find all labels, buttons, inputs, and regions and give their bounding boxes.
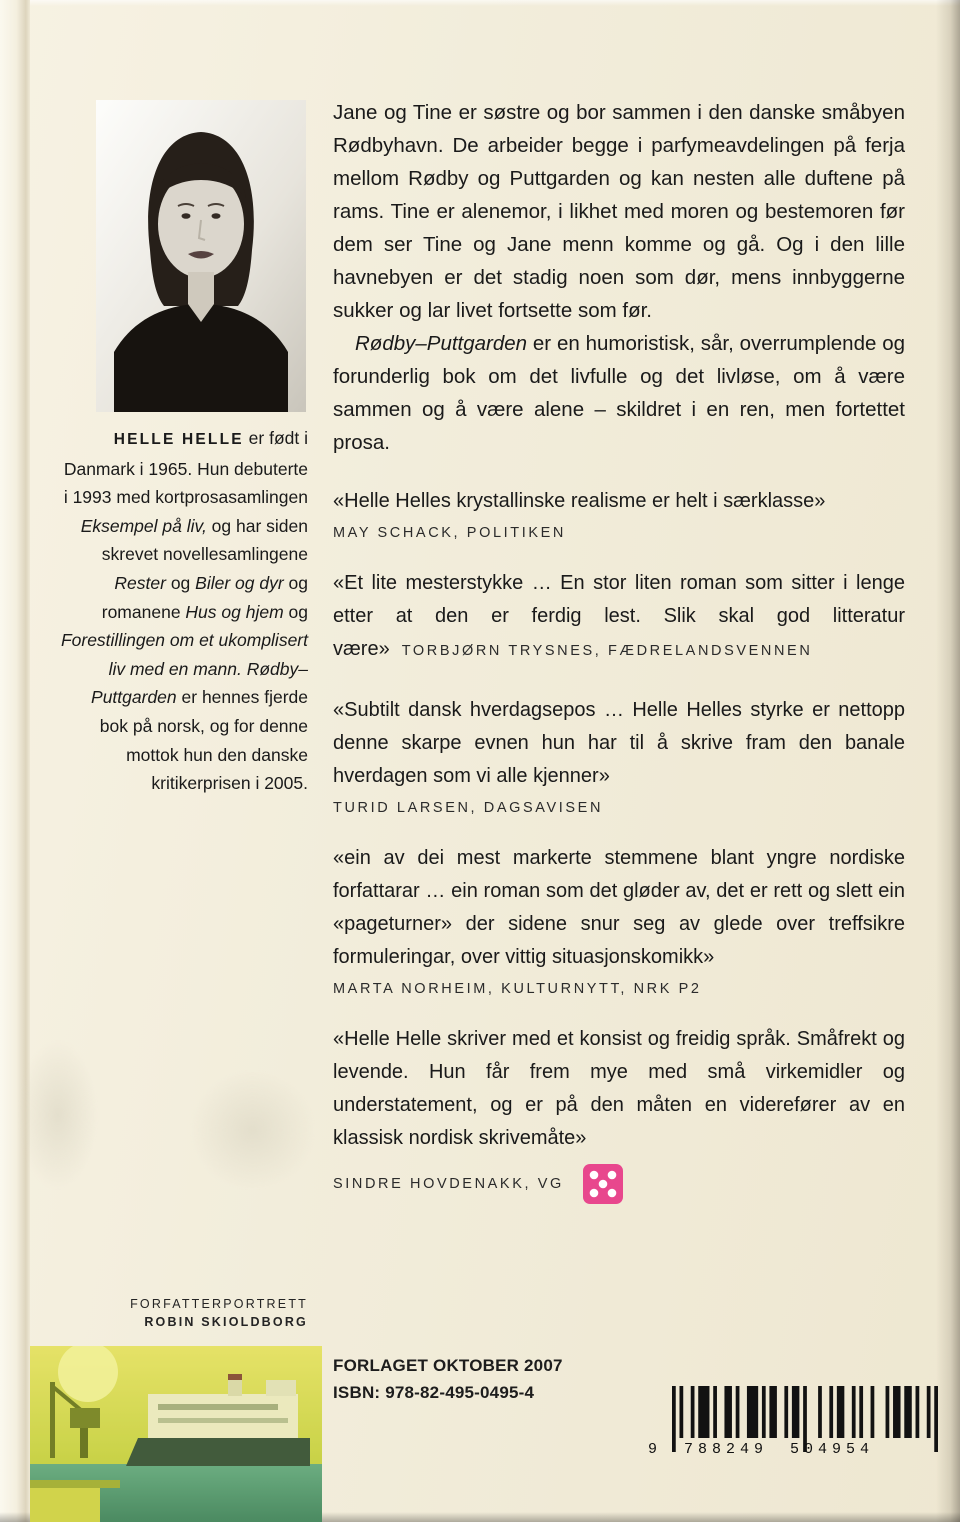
quote-attribution: MARTA NORHEIM, KULTURNYTT, NRK P2 (333, 981, 702, 997)
author-bio: HELLE HELLE er født i Danmark i 1965. Hun debuterte i 1993 med kortprosasamlingen Eksempel på liv, og har siden skrevet novellesamlingene Rester og Biler og dyr og romanene Hus og hjem og Forestillingen om et ukomplisert liv med en mann. Rødby–Puttgarden er hennes fjerde bok på norsk, og for denne mottok hun den danske kritikerprisen i 2005. (60, 428, 308, 794)
quote-text: «Helle Helles krystallinske realisme er helt i særklasse» (333, 490, 826, 512)
quote-attribution: TORBJØRN TRYSNES, FÆDRELANDSVENNEN (401, 643, 813, 659)
quote-text: «Subtilt dansk hverdagsepos … Helle Helles styrke er nettopp denne skarpe evnen hun har til å skrive fram den banale hverdagen som vi alle kjenner» (333, 699, 905, 787)
quote-attribution: TURID LARSEN, DAGSAVISEN (333, 800, 604, 816)
synopsis-paragraph-1: Jane og Tine er søstre og bor sammen i den danske småbyen Rødbyhavn. De arbeider begge i parfymeavdelingen på ferja mellom Rødby og Puttgarden og kan nesten alle duftene på rams. Tine er alenemor, i likhet med moren og bestemoren før dem ser Tine og Jane menn komme og gå. Og i den lille havnebyen er det stadig noen som dør, mens innbyggerne sukker og lar livet fortsette som før. (333, 101, 905, 322)
photo-credit-role: FORFATTERPORTRETT (130, 1297, 308, 1311)
page-edge-right (936, 0, 960, 1522)
quote-attribution: MAY SCHACK, POLITIKEN (333, 525, 566, 541)
book-title: Rødby–Puttgarden (355, 332, 528, 355)
publisher-line: FORLAGET OKTOBER 2007 (333, 1356, 563, 1375)
quote-attribution: SINDRE HOVDENAKK, VG (333, 1176, 564, 1192)
quote-text: «Helle Helle skriver med et konsist og freidig språk. Småfrekt og levende. Hun får frem mye med små virkemidler og understatement, og er på den måten en viderefører av en klassisk nordisk skrivemåte» (333, 1028, 905, 1149)
author-portrait-photo (96, 100, 306, 412)
main-text-column (333, 96, 905, 1205)
quote-text: «Et lite mesterstykke … En stor liten roman som sitter i lenge etter at den er ferdig lest. Slik skal god litteratur være» TORBJØRN TRYSNES, FÆDRELANDSVENNEN (333, 572, 905, 660)
scan-smudge (18, 1040, 98, 1190)
portrait-illustration (96, 100, 306, 412)
quote-attribution-row (333, 1163, 905, 1205)
ferry-photo (30, 1346, 322, 1522)
synopsis-paragraph-2: Rødby–Puttgarden er en humoristisk, sår, overrumplende og forunderlig bok om det livfulle og det livløse, om å være sammen og å være alene – skildret i en ren, men fortettet prosa. (333, 332, 905, 454)
quote-text: «ein av dei mest markerte stemmene blant yngre nordiske forfattarar … ein roman som det gløder av, det er rett og slett ein «pageturner» der sidene snur seg av glede over treffsikre formuleringar, over vittig situasjonskomikk» (333, 847, 905, 968)
review-quote (333, 485, 905, 541)
page-edge-left (0, 0, 30, 1522)
isbn-line: ISBN: 978-82-495-0495-4 (333, 1383, 535, 1402)
review-quote (333, 1023, 905, 1205)
scan-smudge (190, 1070, 315, 1190)
photo-credit-name: ROBIN SKIOLDBORG (144, 1315, 308, 1329)
review-quote (333, 694, 905, 816)
page-edge-top (0, 0, 960, 6)
ferry-illustration (30, 1346, 322, 1522)
review-quote (333, 567, 905, 668)
oktober-dice-logo-icon (582, 1163, 624, 1205)
review-quote (333, 842, 905, 997)
barcode-digits: 9 788249 504954 (648, 1441, 875, 1458)
publisher-block (333, 1352, 563, 1406)
photo-credit (58, 1295, 308, 1331)
author-name: HELLE HELLE (113, 431, 244, 448)
barcode (648, 1386, 938, 1464)
